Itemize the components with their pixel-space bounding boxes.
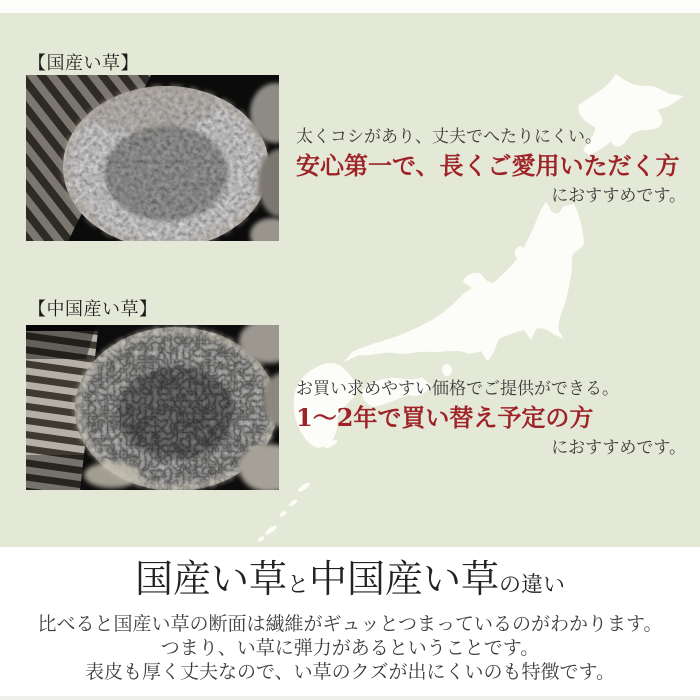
comparison-body-line: 比べると国産い草の断面は繊維がギュッとつまっているのがわかります。 [37,613,663,635]
comparison-title-suffix: の違い [499,573,566,598]
comparison-title-conjunction: と [286,573,309,598]
chinese-desc-line: お買い求めやすい価格でご提供ができる。 [296,379,619,399]
domestic-desc-line: 太くコシがあり、丈夫でへたりにくい。 [296,127,602,147]
chinese-igusa-label: 【中国産い草】 [28,299,158,320]
comparison-panel [0,13,700,547]
chinese-suffix-line: におすすめです。 [551,438,686,459]
comparison-summary-section [0,547,700,700]
domestic-igusa-label: 【国産い草】 [28,53,139,74]
comparison-title-part1: 国産い草 [134,557,287,601]
domestic-highlight-line: 安心第一で、長くご愛用いただく方 [296,151,680,181]
comparison-title-part2: 中国産い草 [309,557,500,601]
chinese-highlight-line: 1〜2年で買い替え予定の方 [296,403,594,433]
chinese-igusa-sem-image [26,325,279,490]
comparison-body [0,612,700,684]
chinese-text-block [296,379,686,459]
comparison-title [0,559,700,601]
domestic-suffix-line: におすすめです。 [551,186,686,207]
domestic-igusa-sem-image [26,75,279,241]
comparison-body-line: 表皮も厚く丈夫なので、い草のクズが出にくいのも特徴です。 [85,661,615,683]
bottom-edge-strip [0,696,700,700]
top-white-strip [0,0,700,13]
domestic-text-block [296,127,686,207]
comparison-body-line: つまり、い草に弾力があるということです。 [160,637,540,659]
